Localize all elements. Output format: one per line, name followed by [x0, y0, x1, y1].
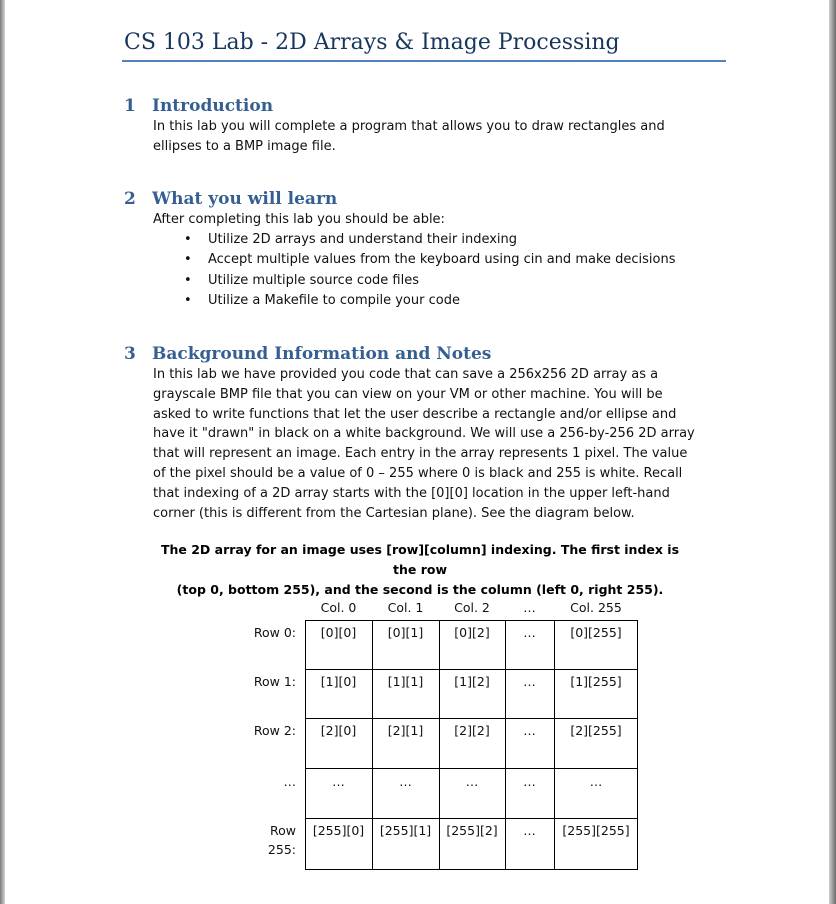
column-header: Col. 255: [570, 600, 622, 615]
grid-cell: [255][2]: [446, 823, 498, 838]
grid-cell: …: [523, 674, 536, 689]
page-left-edge: [0, 0, 5, 904]
column-header: …: [523, 600, 536, 615]
paragraph-line: In this lab we have provided you code that can save a 256x256 2D array as a: [153, 367, 659, 382]
document-title: CS 103 Lab - 2D Arrays & Image Processing: [124, 30, 620, 55]
grid-cell: …: [332, 774, 345, 789]
grid-cell: …: [465, 774, 479, 789]
grid-cell: [2][255]: [570, 723, 622, 738]
paragraph-line: grayscale BMP file that you can view on your VM or other machine. You will be: [153, 386, 663, 402]
row-label-line: Row: [270, 823, 296, 838]
grid-cell: [1][1]: [387, 674, 424, 689]
row-label-line: 255:: [267, 842, 296, 857]
paragraph-line: that indexing of a 2D array starts with the [0][0] location in the upper left-hand: [153, 485, 670, 501]
title-underline: [122, 60, 726, 62]
grid-line: [305, 669, 638, 670]
section-number: 3: [124, 344, 136, 364]
list-item: • Utilize 2D arrays and understand their indexing: [153, 230, 753, 250]
grid-line: [305, 818, 638, 819]
list-item: • Utilize multiple source code files: [153, 271, 753, 291]
paragraph-line: ellipses to a BMP image file.: [153, 138, 336, 154]
paragraph-line: asked to write functions that let the user describe a rectangle and/or ellipse and: [153, 406, 677, 422]
section-title: What you will learn: [152, 189, 338, 209]
row-label-multiline: [232, 821, 296, 859]
row-label: Row 0:: [253, 625, 296, 640]
column-header: Col. 1: [387, 600, 424, 615]
grid-cell: [1][0]: [320, 674, 357, 689]
row-label: Row 2:: [253, 723, 296, 738]
paragraph-line: In this lab you will complete a program that allows you to draw rectangles and: [153, 119, 665, 134]
grid-cell: …: [523, 723, 536, 738]
page-right-edge: [829, 0, 836, 904]
diagram-caption: [150, 540, 690, 600]
row-label: …: [283, 774, 296, 789]
grid-cell: [0][1]: [387, 625, 424, 640]
paragraph-line: have it "drawn" in black on a white background. We will use a 256-by-256 2D array: [153, 426, 695, 442]
caption-line: (top 0, bottom 255), and the second is the column (left 0, right 255).: [176, 582, 664, 597]
paragraph-line: of the pixel should be a value of 0 – 255 where 0 is black and 255 is white. Recall: [153, 465, 683, 481]
section-1-heading: [124, 95, 273, 117]
grid-line: [305, 869, 638, 870]
section-title: Background Information and Notes: [152, 344, 492, 364]
list-item: • Accept multiple values from the keyboard using cin and make decisions: [153, 250, 753, 270]
grid-cell: [2][0]: [320, 723, 357, 738]
grid-cell: [1][255]: [570, 674, 622, 689]
paragraph-line: corner (this is different from the Cartesian plane). See the diagram below.: [153, 505, 635, 521]
grid-cell: …: [523, 625, 536, 640]
grid-line: [305, 620, 638, 621]
grid-cell: [0][0]: [320, 625, 357, 640]
section-number: 1: [124, 96, 136, 116]
grid-line: [305, 718, 638, 719]
list-item: • Utilize a Makefile to compile your code: [153, 291, 753, 311]
background-paragraph: [153, 365, 713, 523]
learning-objectives-list: [153, 230, 753, 312]
grid-cell: …: [589, 774, 603, 789]
caption-line: The 2D array for an image uses [row][column] indexing. The first index is the row: [160, 542, 680, 577]
intro-paragraph: [153, 117, 713, 157]
grid-cell: [0][2]: [454, 625, 490, 640]
section-title: Introduction: [152, 96, 274, 116]
learn-intro: After completing this lab you should be able:: [153, 212, 445, 227]
paragraph-line: that will represent an image. Each entry in the array represents 1 pixel. The value: [153, 446, 688, 462]
row-label: Row 1:: [253, 674, 296, 689]
column-header: Col. 2: [454, 600, 490, 615]
section-3-heading: [124, 343, 491, 365]
grid-cell: [0][255]: [570, 625, 622, 640]
section-number: 2: [124, 189, 136, 209]
grid-cell: [255][0]: [312, 823, 365, 838]
grid-cell: …: [399, 774, 412, 789]
grid-line: [305, 768, 638, 769]
grid-cell: …: [523, 823, 536, 838]
column-header: Col. 0: [320, 600, 357, 615]
grid-cell: [255][1]: [379, 823, 432, 838]
grid-cell: [255][255]: [562, 823, 630, 838]
grid-cell: [2][1]: [387, 723, 424, 738]
section-2-heading: [124, 188, 337, 210]
grid-cell: …: [523, 774, 536, 789]
grid-cell: [2][2]: [454, 723, 490, 738]
grid-cell: [1][2]: [454, 674, 490, 689]
